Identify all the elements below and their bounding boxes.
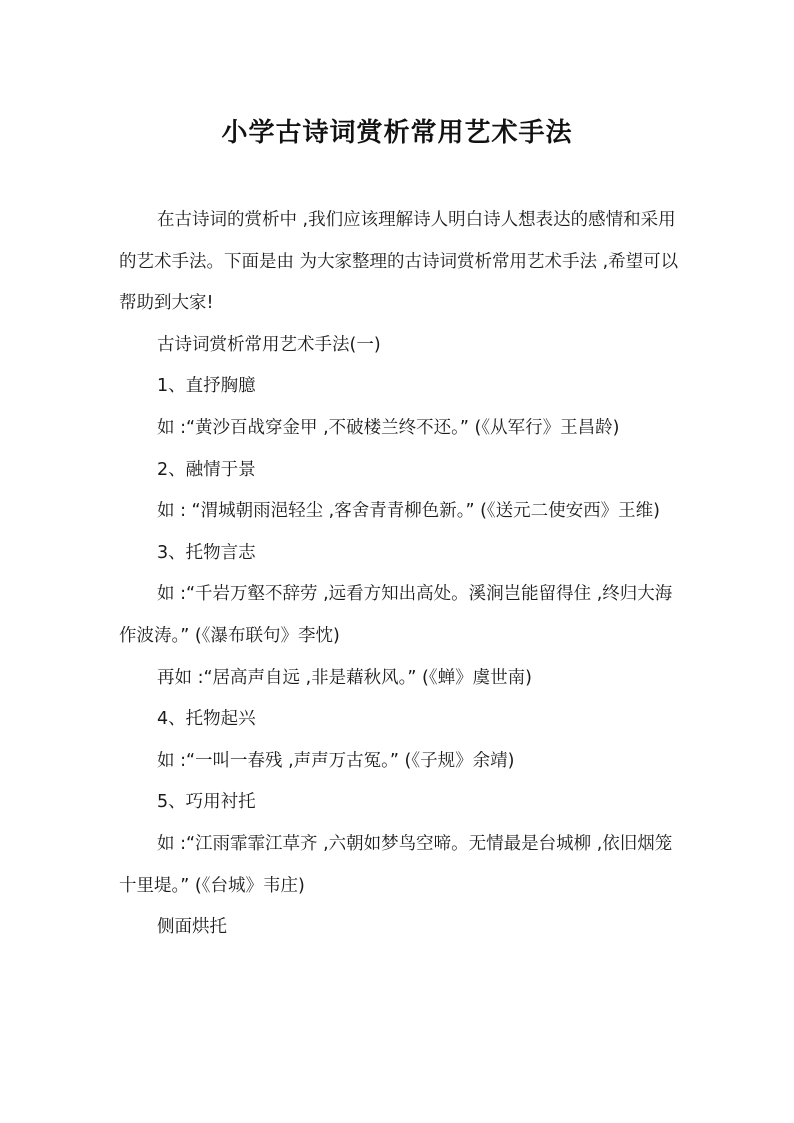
trailing-heading: 侧面烘托 (157, 917, 227, 938)
item-example: 如 :“江雨霏霏江草齐 ,六朝如梦鸟空啼。无情最是台城柳 ,依旧烟笼十里堤。” (《台城》韦庄) (119, 833, 673, 896)
intro-paragraph: 在古诗词的赏析中 ,我们应该理解诗人明白诗人想表达的感情和采用的艺术手法。下面是由 为大家整理的古诗词赏析常用艺术手法 ,希望可以帮助到大家! (119, 210, 679, 314)
item-heading: 5、巧用衬托 (157, 792, 256, 813)
item-example: 如 :“黄沙百战穿金甲 ,不破楼兰终不还。” (《从军行》王昌龄) (157, 417, 620, 438)
item-heading: 3、托物言志 (157, 542, 256, 563)
item-heading: 2、融情于景 (157, 459, 256, 480)
section-heading: 古诗词赏析常用艺术手法(一) (157, 334, 381, 355)
item-heading: 1、直抒胸臆 (157, 376, 256, 397)
item-example-extra: 再如 :“居高声自远 ,非是藉秋风。” (《蝉》虞世南) (157, 667, 532, 688)
item-example: 如 :“千岩万壑不辞劳 ,远看方知出高处。溪涧岂能留得住 ,终归大海作波涛。” (《瀑布联句》李忱) (119, 584, 673, 646)
item-example: 如 : “渭城朝雨浥轻尘 ,客舍青青柳色新。” (《送元二使安西》王维) (157, 501, 660, 522)
document-body (119, 200, 679, 949)
item-heading: 4、托物起兴 (157, 709, 256, 730)
document-title: 小学古诗词赏析常用艺术手法 (221, 118, 573, 148)
item-example: 如 :“一叫一春残 ,声声万古冤。” (《子规》余靖) (157, 750, 515, 771)
